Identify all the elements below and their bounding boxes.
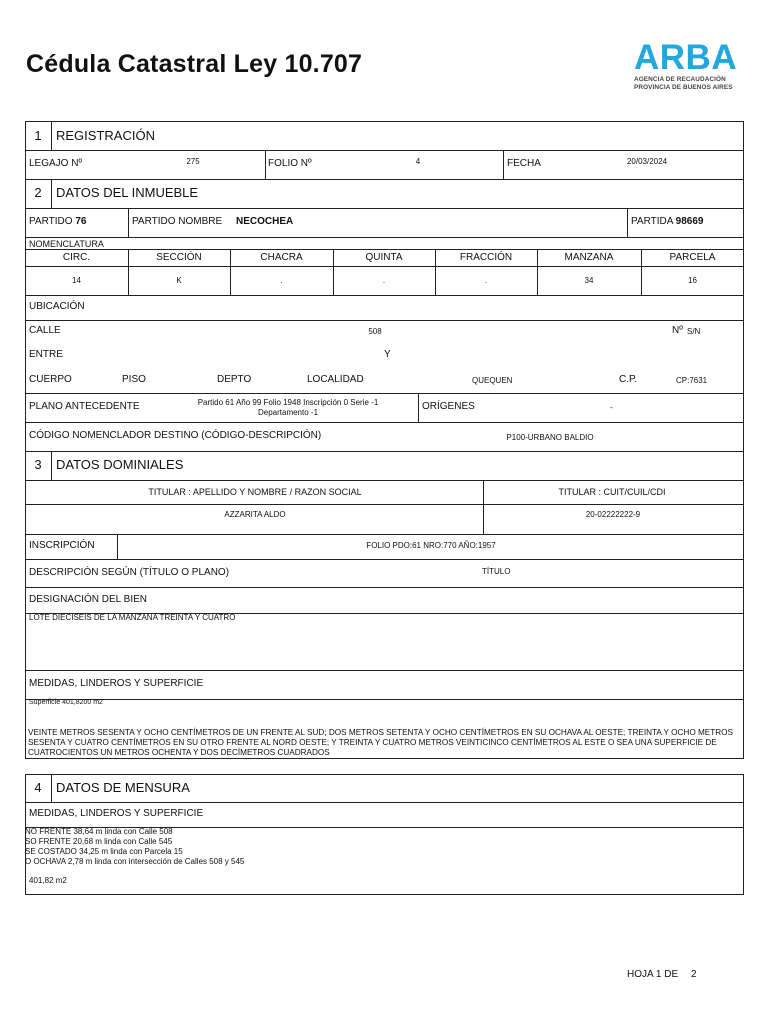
section-3-title: DATOS DOMINIALES: [56, 457, 184, 472]
codigo-label: CÓDIGO NOMENCLADOR DESTINO (CÓDIGO-DESCRIPCIÓN): [29, 430, 322, 441]
arba-logo: [634, 40, 744, 92]
logo-word: ARBA: [634, 38, 738, 77]
partido-label: [29, 216, 86, 227]
medidas-text: VEINTE METROS SESENTA Y OCHO CENTÍMETROS DE UN FRENTE AL SUD; DOS METROS SETENTA Y OCHO CENTÍMETROS EN SU OCHAVA AL OESTE; TREINTA Y OCHO METROS SESENTA Y CUATRO CENTÍMETROS EN SU OTRO FRENTE AL NORD OESTE; Y TREINTA Y CUATRO METROS VEINTICINCO CENTÍMETROS AL ESTE O SEA UNA SUPERFICIE DE CUATROCIENTOS UN METROS OCHENTA Y DOS DECÍMETROS CUADRADOS: [28, 728, 733, 757]
logo-line-2: PROVINCIA DE BUENOS AIRES: [634, 84, 733, 91]
nomenclatura-header: PARCELA: [669, 252, 716, 263]
nomenclatura-header: QUINTA: [365, 252, 403, 263]
partido-nombre-value: NECOCHEA: [236, 216, 294, 227]
inscripcion-label: INSCRIPCIÓN: [29, 540, 95, 551]
partido-nombre-label: PARTIDO NOMBRE: [132, 216, 223, 227]
origenes-label: ORÍGENES: [422, 401, 475, 412]
page-counter-total: 2: [691, 969, 697, 980]
mensura-line: SO FRENTE 20,68 m linda con Calle 545: [25, 837, 173, 846]
section-4-number: 4: [34, 780, 42, 795]
nro-label: Nº: [672, 325, 683, 336]
legajo-label: LEGAJO Nº: [29, 158, 83, 169]
nomenclatura-label: NOMENCLATURA: [29, 239, 104, 249]
logo-line-1: AGENCIA DE RECAUDACIÓN: [634, 76, 726, 83]
section-1-title: REGISTRACIÓN: [56, 128, 155, 143]
nomenclatura-value: 16: [688, 276, 697, 285]
nomenclatura-header: CIRC.: [62, 252, 91, 263]
folio-value: 4: [415, 157, 421, 166]
nomenclatura-value: K: [176, 276, 182, 285]
nomenclatura-header: CHACRA: [260, 252, 303, 263]
nomenclatura-value: 14: [72, 276, 81, 285]
depto-label: DEPTO: [217, 374, 252, 385]
mensura-total: 401,82 m2: [29, 876, 67, 885]
mensura-line: O OCHAVA 2,78 m linda con intersección de Calles 508 y 545: [25, 857, 245, 866]
localidad-value: QUEQUEN: [472, 376, 513, 385]
page-counter-label: HOJA 1 DE: [627, 969, 679, 980]
page-title: Cédula Catastral Ley 10.707: [26, 50, 363, 78]
entre-label: ENTRE: [29, 349, 63, 360]
cuerpo-label: CUERPO: [29, 374, 72, 385]
cuit-value: 20-02222222-9: [585, 510, 641, 519]
mensura-line: SE COSTADO 34,25 m linda con Parcela 15: [25, 847, 183, 856]
mensura-medidas-label: MEDIDAS, LINDEROS Y SUPERFICIE: [29, 808, 204, 819]
nomenclatura-value: 34: [584, 276, 594, 285]
descripcion-label: DESCRIPCIÓN SEGÚN (TÍTULO O PLANO): [29, 567, 230, 578]
fecha-value: 20/03/2024: [626, 157, 668, 166]
partida-label-text: PARTIDA: [631, 216, 673, 227]
nomenclatura-value: .: [382, 276, 386, 285]
partido-label-text: PARTIDO: [29, 216, 73, 227]
inscripcion-value: FOLIO PDO:61 NRO:770 AÑO:1957: [366, 541, 496, 550]
mensura-line: NO FRENTE 38,64 m linda con Calle 508: [25, 827, 173, 836]
localidad-label: LOCALIDAD: [307, 374, 364, 385]
cp-label: C.P.: [619, 374, 638, 385]
section-3-number: 3: [34, 457, 42, 472]
descripcion-value: TÍTULO: [482, 567, 511, 576]
nomenclatura-header: MANZANA: [564, 252, 614, 263]
titular-value: AZZARITA ALDO: [224, 510, 286, 519]
partida-value: 98669: [675, 216, 704, 227]
plano-value-2: Departamento -1: [257, 408, 319, 417]
plano-label: PLANO ANTECEDENTE: [29, 401, 140, 412]
cuit-header: TITULAR : CUIT/CUIL/CDI: [558, 487, 666, 497]
section-2-number: 2: [34, 185, 42, 200]
designacion-label: DESIGNACIÓN DEL BIEN: [29, 594, 147, 605]
nomenclatura-header: SECCIÓN: [156, 252, 202, 263]
calle-value: 508: [368, 327, 382, 336]
piso-label: PISO: [122, 374, 146, 385]
codigo-value: P100-URBANO BALDIO: [506, 433, 594, 442]
partida-label: [631, 216, 703, 227]
titular-header: TITULAR : APELLIDO Y NOMBRE / RAZON SOCIAL: [148, 487, 362, 497]
section-1-number: 1: [34, 128, 42, 143]
nomenclatura-header: FRACCIÓN: [459, 252, 513, 263]
nomenclatura-value: .: [484, 276, 488, 285]
plano-value-1: Partido 61 Año 99 Folio 1948 Inscripción 0 Serie -1: [197, 398, 379, 407]
section-4-title: DATOS DE MENSURA: [56, 780, 190, 795]
section-2-title: DATOS DEL INMUEBLE: [56, 185, 199, 200]
cp-value: CP:7631: [676, 376, 708, 385]
nomenclatura-value: .: [280, 276, 283, 285]
medidas-label: MEDIDAS, LINDEROS Y SUPERFICIE: [29, 678, 204, 689]
folio-label: FOLIO Nº: [268, 158, 312, 169]
calle-label: CALLE: [29, 325, 61, 336]
legajo-value: 275: [186, 157, 200, 166]
origenes-value: -: [610, 403, 613, 412]
entre-y: Y: [384, 349, 391, 360]
ubicacion-label: UBICACIÓN: [29, 301, 85, 312]
mensura-lines: [25, 827, 244, 867]
nro-value: S/N: [687, 327, 701, 336]
fecha-label: FECHA: [507, 158, 541, 169]
designacion-value: LOTE DIECISEIS DE LA MANZANA TREINTA Y CUATRO: [29, 613, 236, 622]
partido-value: 76: [75, 216, 87, 227]
superficie-value: Superficie 401,8200 m2: [29, 699, 103, 706]
